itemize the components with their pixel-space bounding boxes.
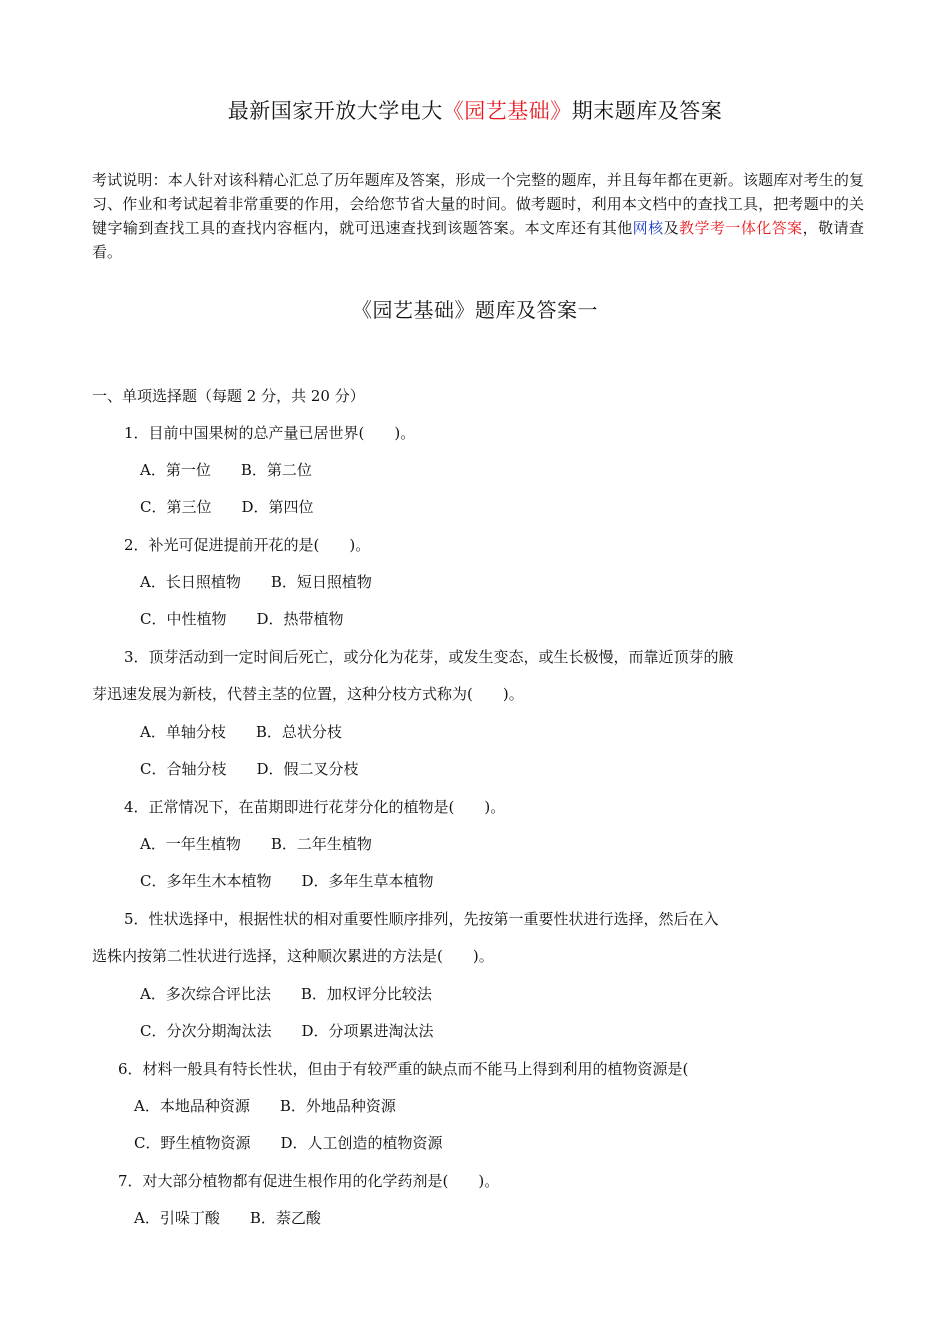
option-row — [140, 983, 432, 1005]
option-row — [134, 1207, 321, 1229]
page-title — [0, 96, 950, 126]
option-row — [140, 571, 372, 593]
option-d: D．热带植物 — [256, 610, 344, 628]
option-row — [140, 870, 434, 892]
question-stem: 3．顶芽活动到一定时间后死亡，或分化为花芽，或发生变态，或生长极慢，而靠近顶芽的腋 — [124, 648, 734, 666]
option-b: B．外地品种资源 — [279, 1097, 396, 1115]
question-stem-continued: 芽迅速发展为新枝，代替主茎的位置，这种分枝方式称为( )。 — [92, 685, 524, 703]
question-stem: 2．补光可促进提前开花的是( )。 — [124, 536, 371, 554]
option-b: B．第二位 — [240, 461, 312, 479]
option-d: D．人工创造的植物资源 — [280, 1134, 443, 1152]
option-b: B．总状分枝 — [255, 723, 342, 741]
section-title: 《园艺基础》题库及答案一 — [352, 298, 598, 322]
option-b: B．二年生植物 — [270, 835, 372, 853]
option-row — [140, 459, 312, 481]
option-row — [140, 758, 359, 780]
option-d: D．分项累进淘汰法 — [301, 1022, 434, 1040]
option-b: B．加权评分比较法 — [300, 985, 432, 1003]
option-row — [140, 608, 344, 630]
option-b: B．短日照植物 — [270, 573, 372, 591]
option-a: A．一年生植物 — [140, 835, 241, 853]
option-c: C．中性植物 — [140, 610, 227, 628]
option-a: A．引哚丁酸 — [134, 1209, 220, 1227]
option-row — [140, 1020, 434, 1042]
option-c: C．多年生木本植物 — [140, 872, 272, 890]
notice-end: ，敬请查看。 — [92, 219, 864, 261]
link-wanghe[interactable]: 网核 — [632, 219, 664, 237]
option-row — [134, 1132, 443, 1154]
question-stem: 7．对大部分植物都有促进生根作用的化学药剂是( )。 — [118, 1172, 500, 1190]
option-row — [140, 721, 342, 743]
option-b: B．萘乙酸 — [249, 1209, 321, 1227]
option-row — [140, 833, 372, 855]
question-stem: 6．材料一般具有特长性状，但由于有较严重的缺点而不能马上得到利用的植物资源是( — [118, 1060, 689, 1078]
option-row — [140, 496, 314, 518]
notice-text: 考试说明：本人针对该科精心汇总了历年题库及答案，形成一个完整的题库，并且每年都在更新。该题库对考生的复习、作业和考试起着非常重要的作用，会给您节省大量的时间。做考题时，利用本文档中的查找工具，把考题中的关键字输到查找工具的查找内容框内，就可迅速查找到该题答案。本文库还有其他 — [92, 171, 864, 237]
question-stem-continued: 选株内按第二性状进行选择，这种顺次累进的方法是( )。 — [92, 947, 494, 965]
option-a: A．第一位 — [140, 461, 211, 479]
title-suffix: 期末题库及答案 — [571, 99, 723, 123]
option-a: A．单轴分枝 — [140, 723, 226, 741]
option-c: C．合轴分枝 — [140, 760, 227, 778]
option-c: C．野生植物资源 — [134, 1134, 251, 1152]
title-prefix: 最新国家开放大学电大 — [227, 99, 443, 123]
option-d: D．多年生草本植物 — [301, 872, 434, 890]
option-d: D．第四位 — [241, 498, 314, 516]
title-course-name: 《园艺基础》 — [442, 99, 572, 123]
option-a: A．多次综合评比法 — [140, 985, 271, 1003]
question-stem: 1．目前中国果树的总产量已居世界( )。 — [124, 424, 416, 442]
option-d: D．假二叉分枝 — [256, 760, 359, 778]
option-a: A．本地品种资源 — [134, 1097, 250, 1115]
option-c: C．分次分期淘汰法 — [140, 1022, 272, 1040]
notice-and: 及 — [663, 219, 680, 237]
question-section-heading: 一、单项选择题（每题 2 分，共 20 分） — [92, 387, 365, 405]
option-a: A．长日照植物 — [140, 573, 241, 591]
option-c: C．第三位 — [140, 498, 212, 516]
link-integrated-answers[interactable]: 教学考一体化答案 — [679, 219, 803, 237]
option-row — [134, 1095, 396, 1117]
exam-notice — [92, 168, 864, 264]
question-stem: 4．正常情况下，在苗期即进行花芽分化的植物是( )。 — [124, 798, 506, 816]
question-stem: 5．性状选择中，根据性状的相对重要性顺序排列，先按第一重要性状进行选择，然后在入 — [124, 910, 719, 928]
